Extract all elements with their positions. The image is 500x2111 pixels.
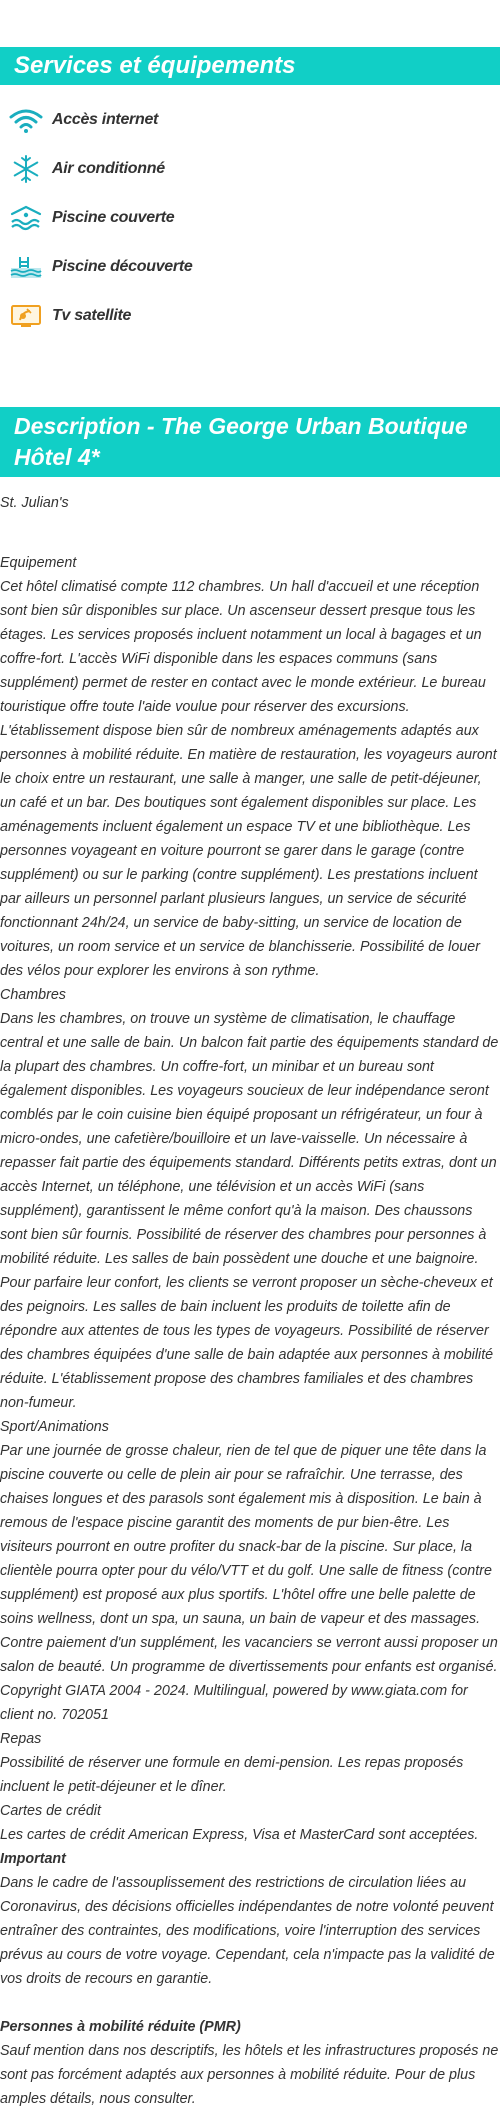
important-heading: Important bbox=[0, 1851, 66, 1867]
pmr-heading: Personnes à mobilité réduite (PMR) bbox=[0, 2019, 241, 2035]
service-item-satellite-tv bbox=[8, 291, 258, 340]
outdoor-pool-icon bbox=[8, 253, 44, 281]
equipment-text: Cet hôtel climatisé compte 112 chambres. Un hall d'accueil et une réception sont bien sûr disponibles sur place. Un ascenseur dessert presque tous les étages. Les services proposés incluent notamment un local à bagages et un coffre-fort. L'accès WiFi disponible dans les espaces communs (sans supplément) permet de rester en contact avec le monde extérieur. Le bureau touristique offre toute l'aide voulue pour réserver des excursions. L'établissement dispose bien sûr de nombreux aménagements adaptés aux personnes à mobilité réduite. En matière de restauration, les voyageurs auront le choix entre un restaurant, une salle à manger, une salle de petit-déjeuner, un café et un bar. Des boutiques sont également disponibles sur place. Les aménagements incluent également un espace TV et une bibliothèque. Les personnes voyageant en voiture pourront se garer dans le garage (contre supplément) ou sur le parking (contre supplément). Les prestations incluent par ailleurs un personnel parlant plusieurs langues, un service de sécurité fonctionnant 24h/24, un service de baby-sitting, un service de location de voitures, un room service et un service de blanchisserie. Possibilité de louer des vélos pour explorer les environs à son rythme. bbox=[0, 579, 497, 979]
service-label: Accès internet bbox=[52, 110, 159, 128]
service-label: Tv satellite bbox=[52, 306, 132, 324]
rooms-heading: Chambres bbox=[0, 987, 66, 1003]
service-item-outdoor-pool bbox=[8, 242, 258, 291]
service-label: Piscine découverte bbox=[52, 257, 193, 275]
important-text: Dans le cadre de l'assouplissement des restrictions de circulation liées au Coronavirus, des décisions officielles indépendantes de notre volonté peuvent entraîner des contraintes, des modifications, voire l'interruption des services prévus au cours de votre voyage. Cependant, cela n'impacte pas la validité de vos droits de recours en garantie. bbox=[0, 1875, 495, 1987]
services-grid bbox=[0, 85, 500, 340]
cards-text: Les cartes de crédit American Express, Visa et MasterCard sont acceptées. bbox=[0, 1827, 479, 1843]
meals-heading: Repas bbox=[0, 1731, 42, 1747]
description-body bbox=[0, 491, 500, 2111]
description-title: Description - The George Urban Boutique Hôtel 4* bbox=[0, 407, 500, 477]
hotel-location: St. Julian's bbox=[0, 495, 69, 511]
wifi-icon bbox=[8, 106, 44, 134]
service-label: Piscine couverte bbox=[52, 208, 175, 226]
services-title: Services et équipements bbox=[0, 47, 500, 85]
sport-heading: Sport/Animations bbox=[0, 1419, 109, 1435]
sport-text: Par une journée de grosse chaleur, rien de tel que de piquer une tête dans la piscine couverte ou celle de plein air pour se rafraîchir. Une terrasse, des chaises longues et des parasols sont également mis à disposition. Le bain à remous de l'espace piscine garantit des moments de pur bien-être. Les visiteurs pourront en outre profiter du snack-bar de la piscine. Sur place, la clientèle pourra opter pour du vélo/VTT et du golf. Une salle de fitness (contre supplément) est proposé aux plus sportifs. L'hôtel offre une belle palette de soins wellness, dont un spa, un sauna, un bain de vapeur et des massages. Contre paiement d'un supplément, les vacanciers se verront aussi proposer un salon de beauté. Un programme de divertissements pour enfants est organisé. Copyright GIATA 2004 - 2024. Multilingual, powered by www.giata.com for client no. 702051 bbox=[0, 1443, 498, 1723]
snowflake-icon bbox=[8, 155, 44, 183]
service-item-indoor-pool bbox=[8, 193, 258, 242]
cards-heading: Cartes de crédit bbox=[0, 1803, 101, 1819]
indoor-pool-icon bbox=[8, 204, 44, 232]
rooms-text: Dans les chambres, on trouve un système de climatisation, le chauffage central et une salle de bain. Un balcon fait partie des équipements standard de la plupart des chambres. Un coffre-fort, un minibar et un bureau sont également disponibles. Les voyageurs soucieux de leur indépendance seront comblés par le coin cuisine bien équipé proposant un réfrigérateur, un four à micro-ondes, une cafetière/bouilloire et un lave-vaisselle. Un nécessaire à repasser fait partie des équipements standard. Différents petits extras, dont un accès Internet, un téléphone, une télévision et un accès WiFi (sans supplément), garantissent le même confort qu'à la maison. Des chaussons sont bien sûr fournis. Possibilité de réserver des chambres pour personnes à mobilité réduite. Les salles de bain possèdent une douche et une baignoire. Pour parfaire leur confort, les clients se verront proposer un sèche-cheveux et des peignoirs. Les salles de bain incluent les produits de toilette afin de répondre aux attentes de tous les types de voyageurs. Possibilité de réserver des chambres équipées d'une salle de bain adaptée aux personnes à mobilité réduite. L'établissement propose des chambres familiales et des chambres non-fumeur. bbox=[0, 1011, 499, 1411]
equipment-heading: Equipement bbox=[0, 555, 77, 571]
service-item-internet bbox=[8, 95, 258, 144]
service-label: Air conditionné bbox=[52, 159, 165, 177]
pmr-text: Sauf mention dans nos descriptifs, les hôtels et les infrastructures proposés ne sont pas forcément adaptés aux personnes à mobilité réduite. Pour de plus amples détails, nous consulter. bbox=[0, 2043, 499, 2107]
meals-text: Possibilité de réserver une formule en demi-pension. Les repas proposés incluent le petit-déjeuner et le dîner. bbox=[0, 1755, 464, 1795]
satellite-tv-icon bbox=[8, 302, 44, 330]
service-item-air-conditioning bbox=[8, 144, 258, 193]
